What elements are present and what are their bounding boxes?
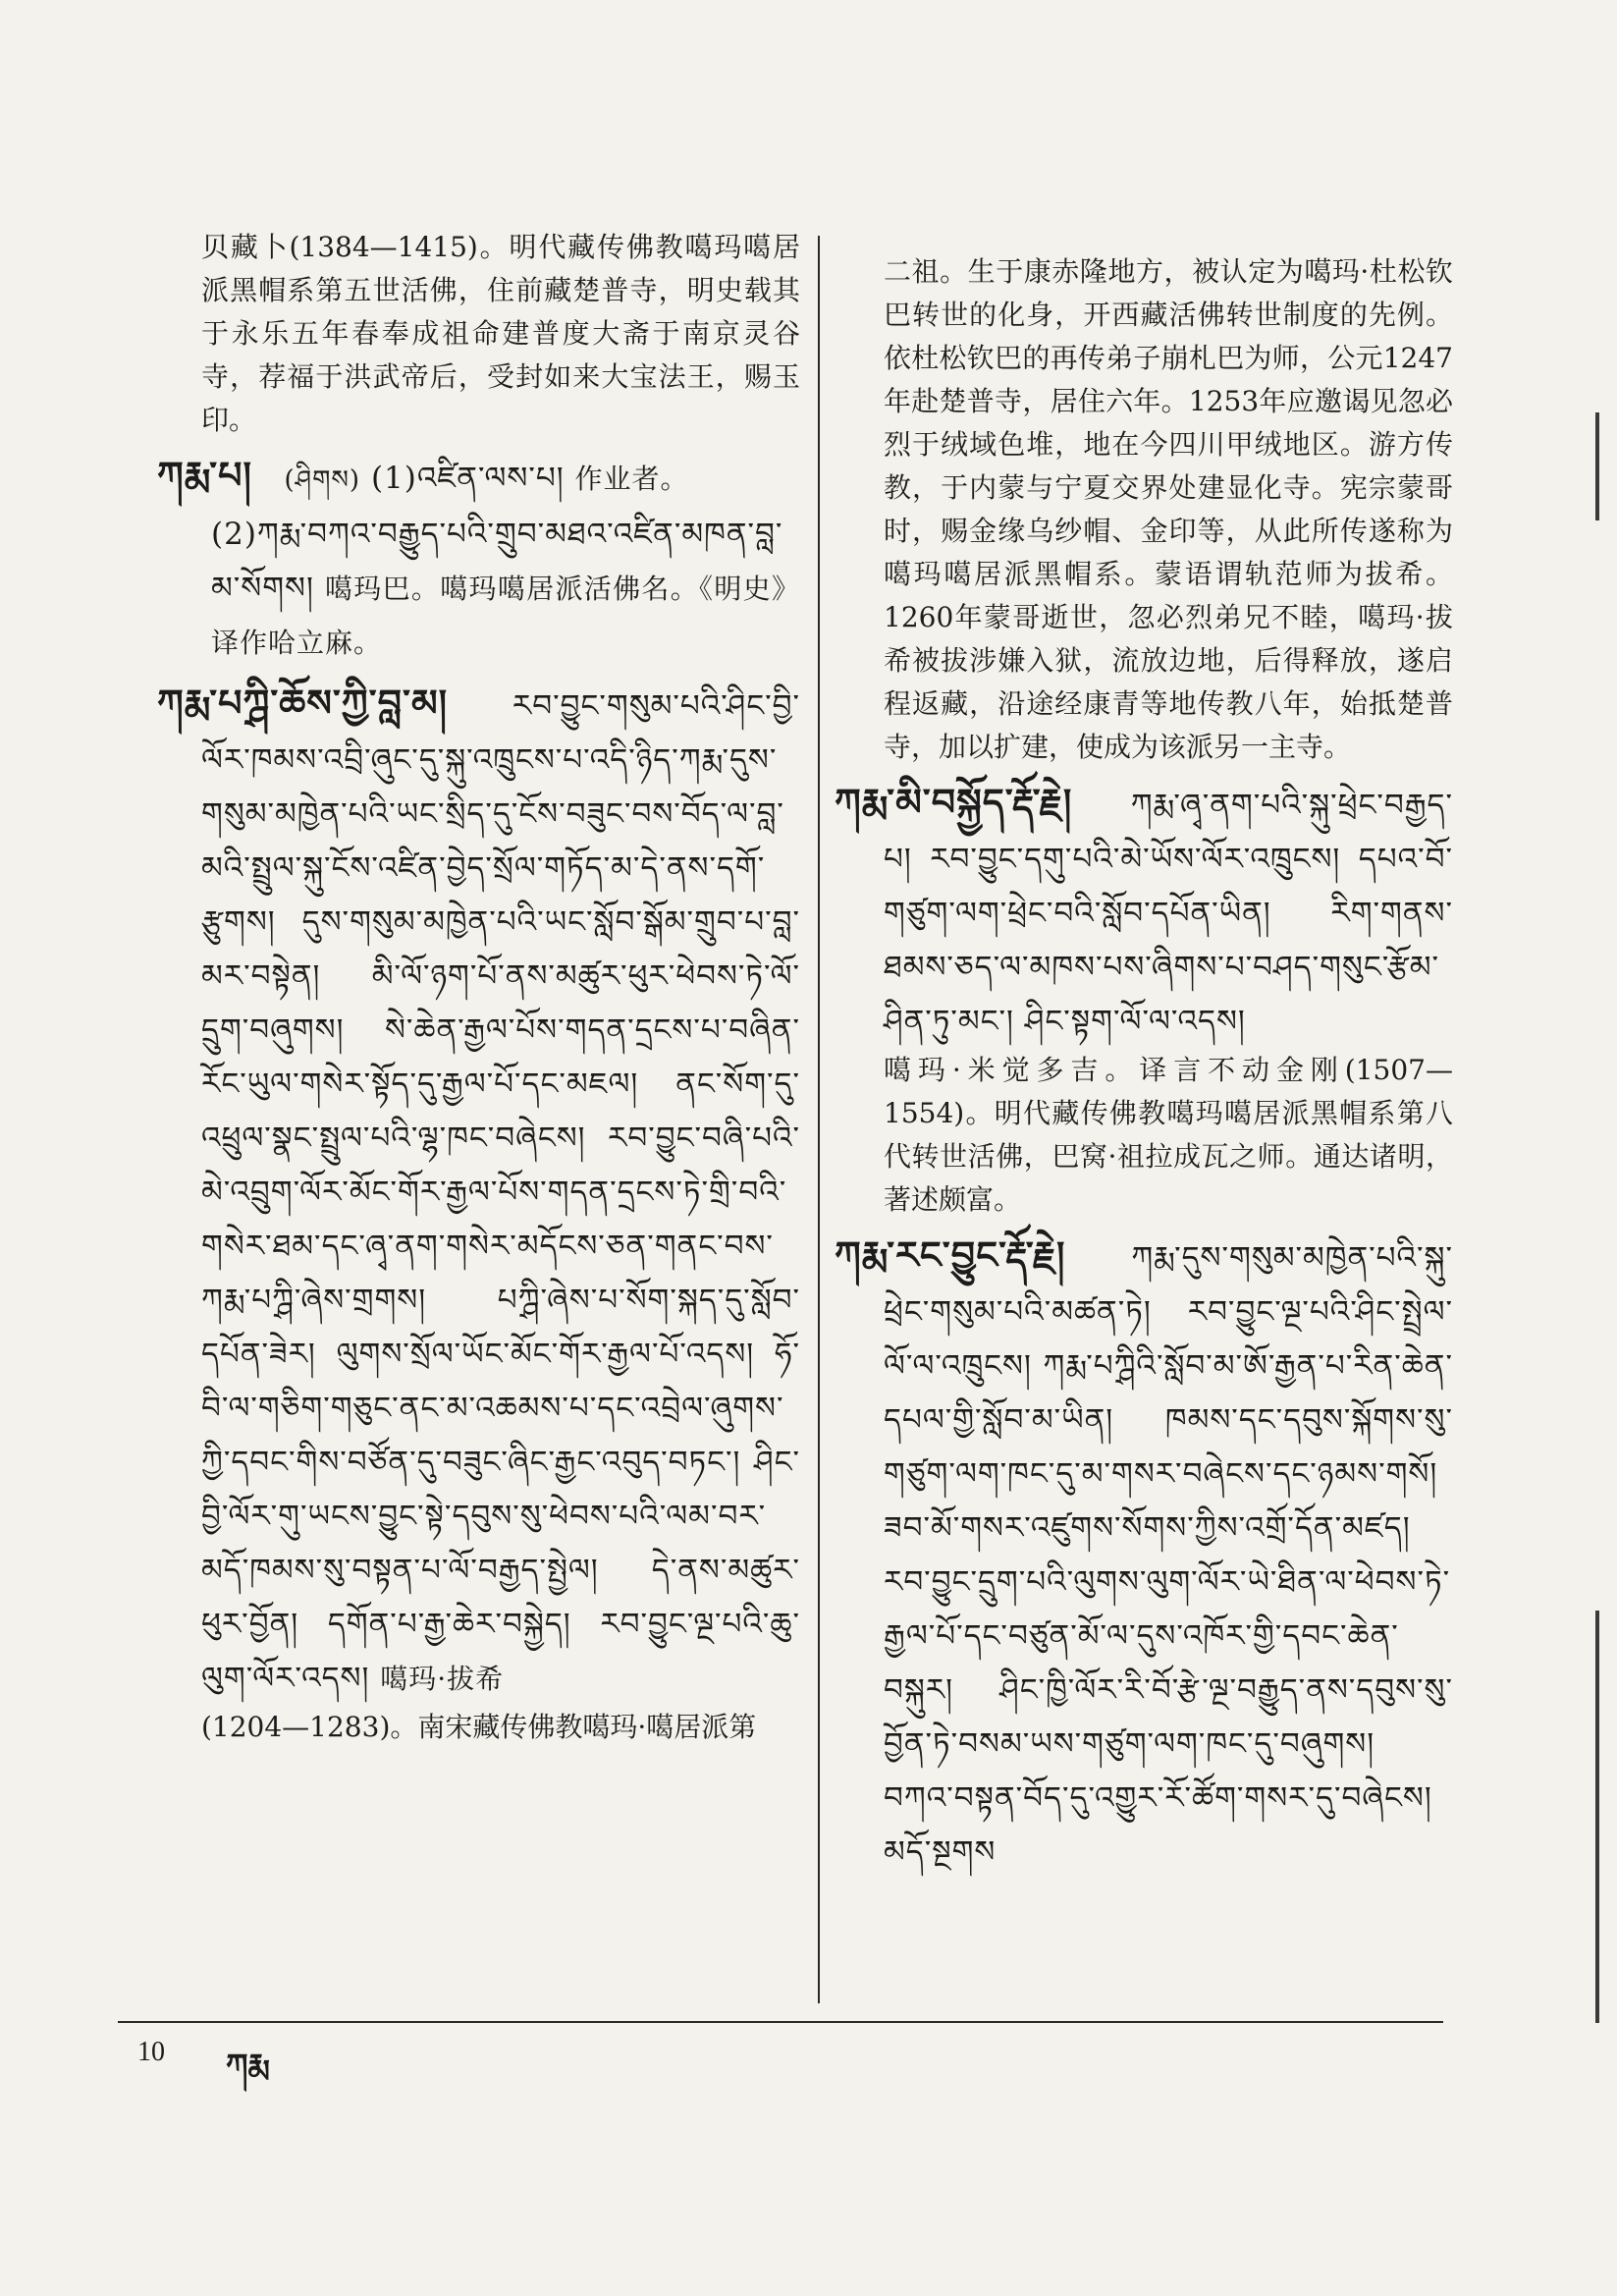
entry-continuation-text: 二祖。生于康赤隆地方，被认定为噶玛·杜松钦巴转世的化身，开西藏活佛转世制度的先例。依杜松钦巴的再传弟子崩札巴为师，公元1247年赴楚普寺，居住六年。1253年应邀谒见忽必烈于绒域色堆，地在今四川甲绒地区。游方传教，于内蒙与宁夏交界处建显化寺。宪宗蒙哥时，赐金缘乌纱帽、金印等，从此所传遂称为噶玛噶居派黑帽系。蒙语谓轨范师为拔希。1260年蒙哥逝世，忽必烈弟兄不睦，噶玛·拔希被拔涉嫌入狱，流放边地，后得释放，遂启程返藏，沿途经康青等地传教八年，始抵楚普寺，加以扩建，使成为该派另一主寺。 — [884, 255, 1453, 763]
entry-headword: ཀརྨ་རང་བྱུང་རྡོ་རྗེ། — [835, 1232, 1066, 1277]
grammar-tag: (ཤིགས) — [284, 465, 361, 495]
left-column — [157, 226, 800, 1749]
column-divider — [818, 236, 820, 2003]
sense-2-chinese: 噶玛巴。噶玛噶居派活佛名。《明史》译作哈立麻。 — [211, 573, 800, 659]
page-number: 10 — [137, 2037, 165, 2067]
sense-1-tibetan: (1)འཛིན་ལས་པ། — [370, 461, 565, 496]
entry-tibetan-definition: ཀརྨ་ཞྭ་ནག་པའི་སྐུ་ཕྲེང་བརྒྱད་པ། རབ་བྱུང་དགུ་པའི་མེ་ཡོས་ལོར་འཁྲུངས། དཔའ་བོ་གཙུག་ལག་ཕྲེང་བའི་སློབ་དཔོན་ཡིན། རིག་གནས་ཐམས་ཅད་ལ་མཁས་པས་ཞིགས་པ་བཤད་གསུང་རྩོམ་ཤིན་ཏུ་མང་། ཤིང་སྟག་ལོ་ལ་འདས། — [884, 788, 1453, 1039]
footer-rule — [118, 2021, 1443, 2023]
dictionary-entry — [835, 775, 1453, 1222]
entry-chinese-name: 噶玛·拔希 — [380, 1663, 505, 1695]
entry-tibetan-definition: ཀརྨ་དུས་གསུམ་མཁྱེན་པའི་སྐུ་ཕྲེང་གསུམ་པའི་མཚན་ཏེ། རབ་བྱུང་ལྔ་པའི་ཤིང་སྤྲེལ་ལོ་ལ་འཁྲུངས། ཀརྨ་པཀྴིའི་སློབ་མ་ཨོ་རྒྱན་པ་རིན་ཆེན་དཔལ་གྱི་སློབ་མ་ཡིན། ཁམས་དང་དབུས་སྐོགས་སུ་གཙུག་ལག་ཁང་དུ་མ་གསར་བཞེངས་དང་ཉམས་གསོ། ཟབ་མོ་གསར་འཛུགས་སོགས་ཀྱིས་འགྲོ་དོན་མཛད། རབ་བྱུང་དྲུག་པའི་ལུགས་ལུག་ལོར་ཡེ་ཐིན་ལ་ཕེབས་ཏེ་རྒྱལ་པོ་དང་བཙུན་མོ་ལ་དུས་འཁོར་གྱི་དབང་ཆེན་བསྐུར། ཤིང་ཁྱི་ལོར་རི་བོ་རྩེ་ལྔ་བརྒྱུད་ནས་དབུས་སུ་བྱོན་ཏེ་བསམ་ཡས་གཙུག་ལག་ཁང་དུ་བཞུགས། བཀའ་བསྟན་བོད་དུ་འགྱུར་རོ་ཚོག་གསར་དུ་བཞེངས། མདོ་སྔགས — [884, 1240, 1453, 1870]
dictionary-entry — [157, 448, 800, 670]
entry-tibetan-definition: རབ་བྱུང་གསུམ་པའི་ཤིང་བྱི་ལོར་ཁམས་འབྲི་ཞུང་དུ་སྐུ་འཁྲུངས་པ་འདི་ཉིད་ཀརྨ་དུས་གསུམ་མཁྱེན་པའི་ཡང་སྲིད་དུ་ངོས་བཟུང་བས་བོད་ལ་བླ་མའི་སྤྲུལ་སྐུ་ངོས་འཛིན་བྱེད་སྲོལ་གཏོད་མ་དེ་ནས་དགོ་རྩུགས། དུས་གསུམ་མཁྱེན་པའི་ཡང་སློབ་སྒོམ་གྲུབ་པ་བླ་མར་བསྟེན། མི་ལོ་ཉག་པོ་ནས་མཚུར་ཕུར་ཕེབས་ཏེ་ལོ་དྲུག་བཞུགས། སེ་ཆེན་རྒྱལ་པོས་གདན་དྲངས་པ་བཞིན་རོང་ཡུལ་གསེར་སྟོད་དུ་རྒྱལ་པོ་དང་མཇལ། ནང་སོག་དུ་འཕྲུལ་སྣང་སྤྲུལ་པའི་ལྷ་ཁང་བཞེངས། རབ་བྱུང་བཞི་པའི་མེ་འབྲུག་ལོར་མོང་གོར་རྒྱལ་པོས་གདན་དྲངས་ཏེ་གྲི་བའི་གསེར་ཐམ་དང་ཞྭ་ནག་གསེར་མདོངས་ཅན་གནང་བས་ཀརྨ་པཀྴི་ཞེས་གྲགས། པཀྴི་ཞེས་པ་སོག་སྐད་དུ་སློབ་དཔོན་ཟེར། ལུགས་སྲོལ་ཡོང་མོང་གོར་རྒྱལ་པོ་འདས། ཧོ་བི་ལ་གཅིག་གཅུང་ནང་མ་འཆམས་པ་དང་འབྲེལ་ཞུགས་ཀྱི་དབང་གིས་བཙོན་དུ་བཟུང་ཞིང་རྒྱང་འབུད་བཏང་། ཤིང་བྱི་ལོར་གུ་ཡངས་བྱུང་སྟེ་དབུས་སུ་ཕེབས་པའི་ལམ་བར་མདོ་ཁམས་སུ་བསྟན་པ་ལོ་བརྒྱད་སྤྱེལ། དེ་ནས་མཚུར་ཕུར་བྱོན། དགོན་པ་རྒྱ་ཆེར་བསྐྱེད། རབ་བྱུང་ལྔ་པའི་ཆུ་ལུག་ལོར་འདས། — [201, 688, 800, 1696]
dictionary-entry — [835, 1228, 1453, 1880]
entry-chinese-definition: 噶玛·米觉多吉。译言不动金刚(1507—1554)。明代藏传佛教噶玛噶居派黑帽系第八代转世活佛，巴窝·祖拉成瓦之师。通达诸明，著述颇富。 — [884, 1054, 1453, 1216]
entry-headword: ཀརྨ་པཀྴི་ཆོས་ཀྱི་བླ་མ། — [157, 681, 449, 725]
scan-edge-mark — [1595, 412, 1599, 520]
entry-chinese-definition: (1204—1283)。南宋藏传佛教噶玛·噶居派第 — [201, 1711, 757, 1743]
entry-continuation-text: 贝藏卜(1384—1415)。明代藏传佛教噶玛噶居派黑帽系第五世活佛，住前藏楚普寺，明史载其于永乐五年春奉成祖命建普度大斋于南京灵谷寺，荐福于洪武帝后，受封如来大宝法王，赐玉印。 — [201, 231, 800, 436]
scan-edge-mark — [1595, 1611, 1599, 2023]
entry-headword: ཀརྨ་པ། — [157, 453, 252, 497]
dictionary-entry — [157, 676, 800, 1749]
running-head: ཀརྨ — [226, 2047, 270, 2084]
sense-1-chinese: 作业者。 — [574, 463, 689, 495]
sense-2-tibetan: (2)ཀརྨ་བཀའ་བརྒྱུད་པའི་གྲུབ་མཐའ་འཛིན་མཁན་བླ་མ་སོགས། — [211, 517, 783, 606]
entry-headword: ཀརྨ་མི་བསྐྱོད་རྡོ་རྗེ། — [835, 780, 1073, 824]
right-column — [835, 250, 1453, 1880]
